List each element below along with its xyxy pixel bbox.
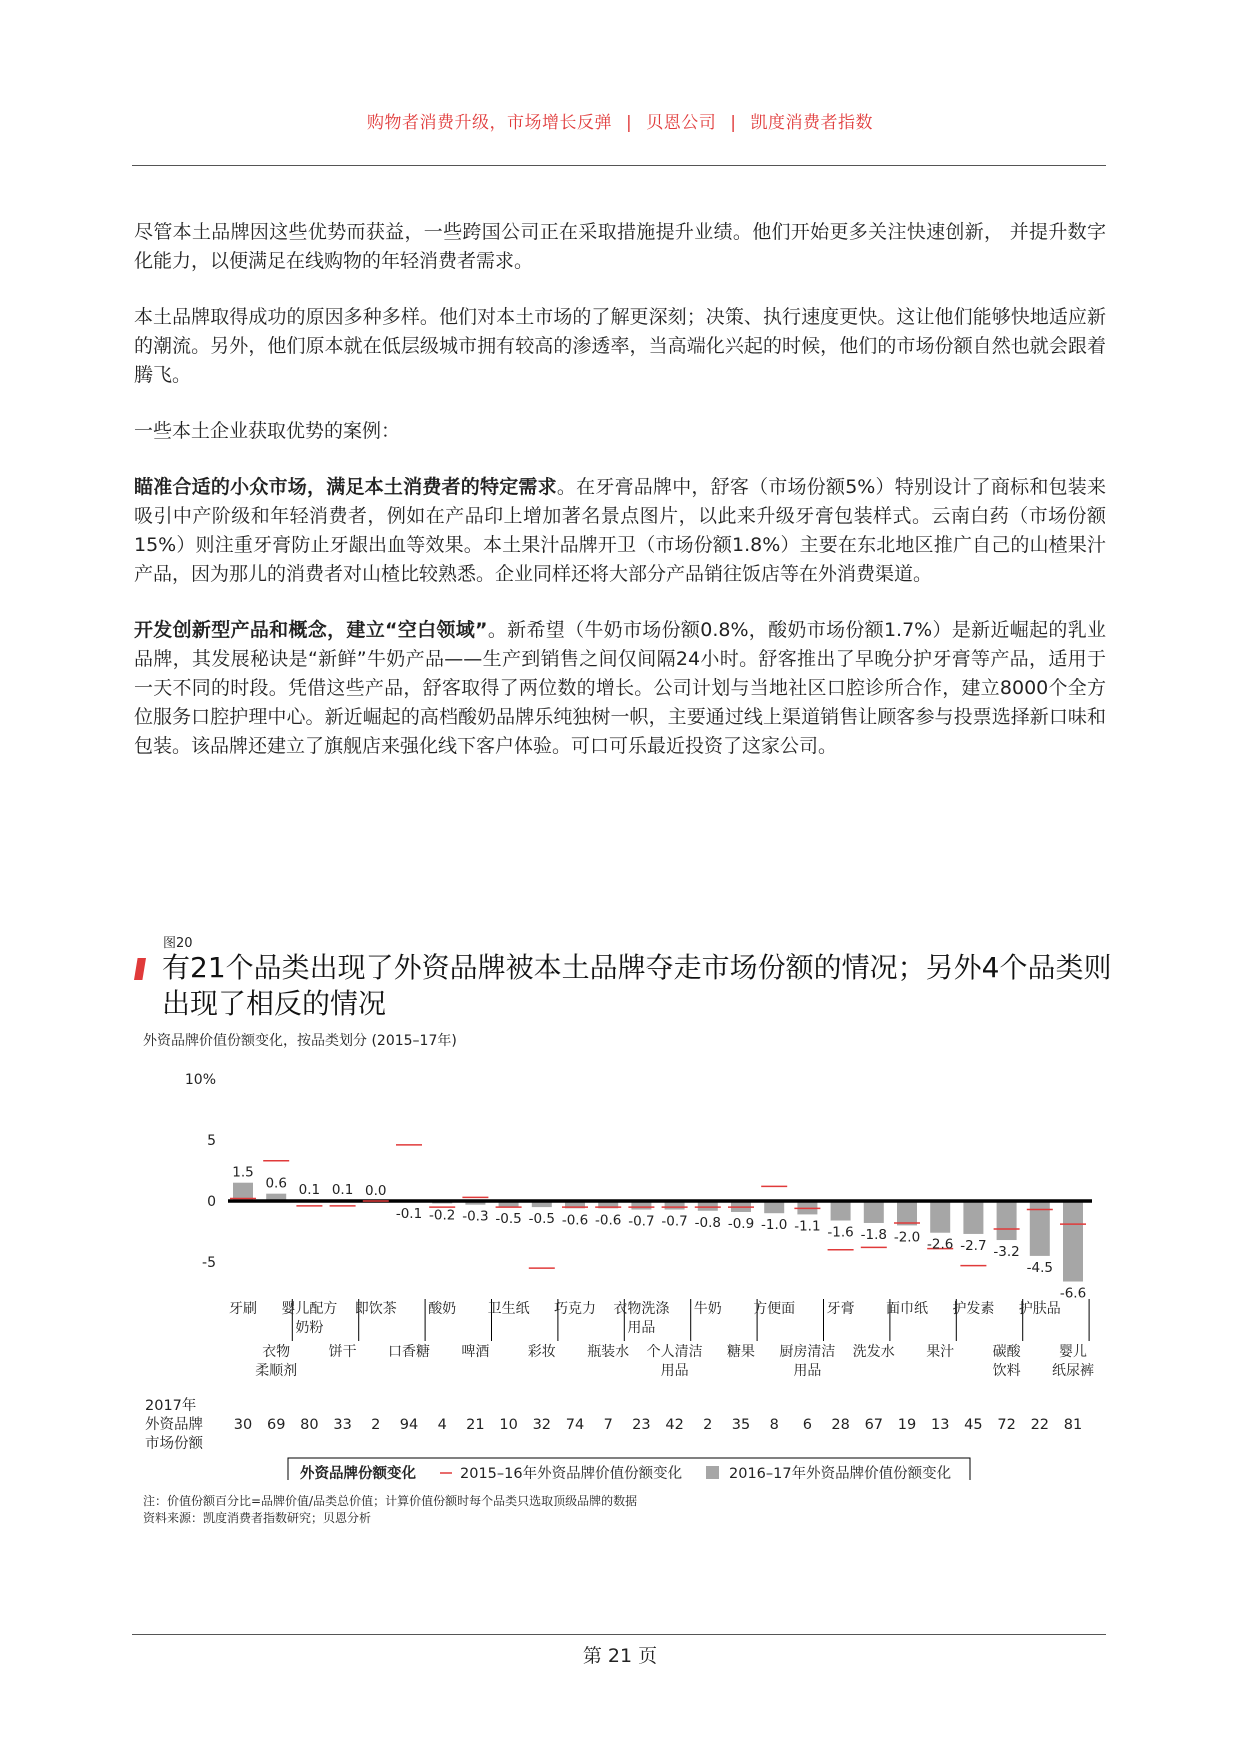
source-line: 资料来源：凯度消费者指数研究；贝恩分析	[143, 1511, 372, 1525]
share-value: 7	[603, 1417, 613, 1433]
data-label: 0.6	[265, 1175, 287, 1192]
category-label: 面巾纸	[886, 1301, 928, 1317]
y-tick-label: 5	[207, 1133, 216, 1149]
share-value: 23	[632, 1417, 651, 1433]
data-label: -1.6	[827, 1224, 854, 1241]
category-label: 护发素	[952, 1301, 995, 1317]
category-label: 厨房清洁	[779, 1344, 836, 1360]
data-label: -0.5	[528, 1211, 555, 1228]
share-value: 10	[499, 1417, 518, 1433]
bar	[963, 1201, 983, 1234]
share-row-label: 外资品牌	[145, 1417, 203, 1433]
data-label: -6.6	[1059, 1285, 1087, 1302]
share-value: 6	[802, 1417, 813, 1433]
share-value: 22	[1030, 1417, 1050, 1433]
share-value: 33	[333, 1417, 352, 1433]
share-row-label: 市场份额	[145, 1436, 203, 1452]
category-label: 卫生纸	[487, 1301, 530, 1317]
share-value: 81	[1063, 1417, 1083, 1433]
data-label: -0.6	[595, 1212, 622, 1229]
data-label: -0.8	[694, 1214, 721, 1231]
data-label: -1.8	[860, 1226, 887, 1243]
category-label: 糖果	[727, 1344, 755, 1360]
paragraph-body: 。新希望（牛奶市场份额0.8%，酸奶市场份额1.7%）是新近崛起的乳业品牌，其发展秘诀是“新鲜”牛奶产品——生产到销售之间仅间隔24小时。舒客推出了早晚分护牙膏等产品，适用于一天不同的时段。凭借这些产品，舒客取得了两位数的增长。公司计划与当地社区口腔诊所合作，建立8000个全方位服务口腔护理中心。新近崛起的高档酸奶品牌乐纯独树一帜，主要通过线上渠道销售让顾客参与投票选择新口味和包装。该品牌还建立了旗舰店来强化线下客户体验。可口可乐最近投资了这家公司。	[134, 619, 1107, 757]
data-label: -2.0	[893, 1229, 921, 1246]
category-label: 纸尿裤	[1052, 1363, 1094, 1379]
footer-divider	[132, 1634, 1106, 1635]
data-label: -4.5	[1026, 1259, 1053, 1276]
category-label: 用品	[793, 1363, 822, 1379]
share-value: 21	[466, 1417, 485, 1433]
category-label: 柔顺剂	[255, 1363, 298, 1379]
bar	[831, 1201, 851, 1221]
share-value: 4	[437, 1417, 447, 1433]
share-value: 94	[399, 1417, 419, 1433]
share-value: 2	[703, 1417, 713, 1433]
header-publisher: 贝恩公司	[646, 113, 717, 133]
data-label: 0.1	[331, 1181, 354, 1198]
category-label: 啤酒	[461, 1344, 490, 1360]
category-label: 护肤品	[1018, 1301, 1061, 1317]
category-label: 彩妆	[527, 1344, 556, 1360]
data-label: -1.1	[794, 1218, 821, 1235]
share-value: 28	[831, 1417, 850, 1433]
share-value: 30	[233, 1417, 253, 1433]
chart-subtitle: 外资品牌价值份额变化，按品类划分 (2015–17年)	[143, 1033, 457, 1049]
share-value: 72	[997, 1417, 1016, 1433]
bar	[897, 1201, 917, 1225]
data-label: -0.2	[429, 1207, 456, 1224]
share-value: 67	[864, 1417, 884, 1433]
share-value: 45	[964, 1417, 983, 1433]
category-label: 婴儿配方	[281, 1301, 338, 1317]
data-label: 0.0	[365, 1183, 387, 1199]
page-number: 第 21 页	[582, 1645, 658, 1667]
category-label: 衣物	[262, 1344, 291, 1360]
data-label: -0.1	[395, 1206, 423, 1223]
bar	[764, 1201, 784, 1213]
paragraph: 本土品牌取得成功的原因多种多样。他们对本土市场的了解更深刻；决策、执行速度更快。这让他们能够快地适应新的潮流。另外，他们原本就在低层级城市拥有较高的渗透率，当高端化兴起的时候，他们的市场份额自然也就会跟着腾飞。	[134, 306, 1106, 386]
category-label: 果汁	[926, 1344, 955, 1360]
figure-title: 有21个品类出现了外资品牌被本土品牌夺走市场份额的情况；另外4个品类则出现了相反的情况	[162, 951, 1112, 1020]
data-label: -0.6	[561, 1212, 589, 1229]
data-label: -2.6	[927, 1236, 954, 1253]
y-tick-label: 10%	[184, 1072, 216, 1088]
bar	[1063, 1201, 1083, 1282]
legend-title: 外资品牌份额变化	[300, 1466, 416, 1480]
category-label: 用品	[627, 1320, 656, 1336]
data-label: -1.0	[761, 1217, 788, 1234]
bar	[864, 1201, 884, 1223]
category-label: 衣物洗涤	[613, 1301, 670, 1317]
y-tick-label: -5	[202, 1255, 216, 1271]
category-label: 牙刷	[229, 1301, 257, 1317]
share-row-label: 2017年	[145, 1398, 197, 1414]
share-value: 32	[532, 1417, 552, 1433]
category-label: 即饮茶	[354, 1301, 397, 1317]
legend-bar-swatch	[706, 1466, 719, 1479]
category-label: 牛奶	[693, 1301, 722, 1317]
legend-bar-label: 2016–17年外资品牌价值份额变化	[729, 1466, 952, 1480]
category-label: 牙膏	[826, 1301, 855, 1317]
header-separator: |	[626, 113, 633, 133]
share-value: 69	[266, 1417, 286, 1433]
header-separator: |	[730, 113, 737, 133]
data-label: -0.7	[661, 1213, 688, 1230]
category-label: 酸奶	[428, 1301, 457, 1317]
category-label: 碳酸	[992, 1344, 1021, 1360]
bar	[997, 1201, 1017, 1240]
share-value: 2	[371, 1417, 381, 1433]
category-label: 巧克力	[554, 1301, 596, 1317]
paragraph: 一些本土企业获取优势的案例：	[134, 420, 401, 442]
paragraph: 尽管本土品牌因这些优势而获益，一些跨国公司正在采取措施提升业绩。他们开始更多关注快速创新， 并提升数字化能力，以便满足在线购物的年轻消费者需求。	[134, 221, 1106, 272]
category-label: 洗发水	[852, 1344, 895, 1360]
paragraph-lead: 瞄准合适的小众市场，满足本土消费者的特定需求	[134, 476, 557, 498]
share-value: 35	[731, 1417, 751, 1433]
category-label: 瓶装水	[587, 1344, 630, 1360]
y-tick-label: 0	[207, 1194, 216, 1210]
paragraph-body: 。在牙膏品牌中，舒客（市场份额5%）特别设计了商标和包装来吸引中产阶级和年轻消费者，例如在产品印上增加著名景点图片，以此来升级牙膏包装样式。云南白药（市场份额15%）则注重牙膏防止牙龈出血等效果。本土果汁品牌开卫（市场份额1.8%）主要在东北地区推广自己的山楂果汁产品，因为那儿的消费者对山楂比较熟悉。企业同样还将大部分产品销往饭店等在外消费渠道。	[134, 476, 1106, 585]
category-label: 饼干	[328, 1344, 357, 1360]
share-value: 13	[930, 1417, 950, 1433]
data-label: 0.1	[298, 1181, 321, 1198]
bar	[930, 1201, 950, 1233]
data-label: -0.7	[628, 1213, 655, 1230]
data-label: -3.2	[993, 1244, 1020, 1261]
share-value: 74	[565, 1417, 585, 1433]
note-line: 注：价值份额百分比=品牌价值/品类总价值；计算价值份额时每个品类只选取顶级品牌的数据	[143, 1494, 638, 1508]
category-label: 用品	[660, 1363, 689, 1379]
paragraph-lead: 开发创新型产品和概念，建立“空白领域”	[134, 619, 488, 641]
category-label: 饮料	[992, 1363, 1021, 1379]
data-label: -2.7	[960, 1237, 987, 1254]
share-value: 80	[300, 1417, 319, 1433]
data-label: 1.5	[232, 1164, 254, 1181]
category-label: 奶粉	[295, 1320, 324, 1336]
share-value: 8	[769, 1417, 779, 1433]
header-title: 购物者消费升级，市场增长反弹	[367, 113, 613, 133]
category-label: 方便面	[753, 1301, 796, 1317]
legend-line-label: 2015–16年外资品牌价值份额变化	[460, 1466, 683, 1480]
data-label: -0.5	[495, 1211, 522, 1228]
figure-label: 图20	[163, 936, 193, 951]
header-partner: 凯度消费者指数	[750, 113, 873, 133]
share-value: 42	[665, 1417, 684, 1433]
category-label: 口香糖	[388, 1344, 430, 1360]
figure-notes	[143, 1493, 637, 1527]
data-label: -0.9	[727, 1215, 755, 1232]
data-label: -0.3	[462, 1208, 489, 1225]
category-label: 个人清洁	[646, 1344, 703, 1360]
share-value: 19	[897, 1417, 917, 1433]
category-label: 婴儿	[1059, 1344, 1087, 1360]
